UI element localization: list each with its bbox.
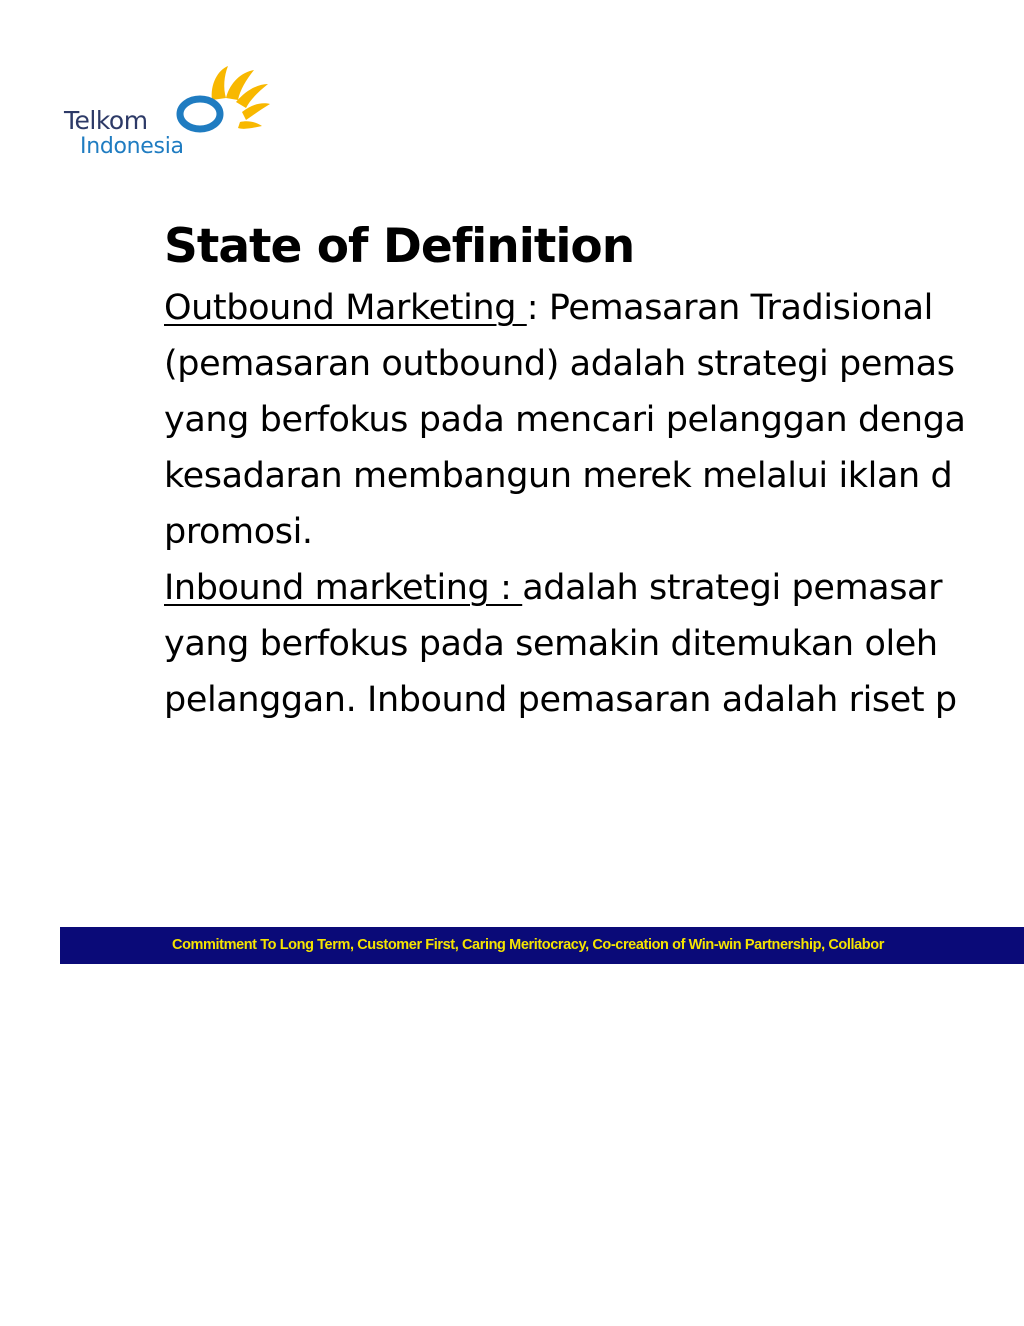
outbound-line-5: promosi. xyxy=(164,512,313,552)
slide-content xyxy=(164,214,1024,728)
logo-text-telkom: Telkom xyxy=(64,106,148,135)
outbound-line-2: (pemasaran outbound) adalah strategi pemas xyxy=(164,344,955,384)
outbound-line-3: yang berfokus pada mencari pelanggan denga xyxy=(164,400,966,440)
inbound-line-2: yang berfokus pada semakin ditemukan oleh xyxy=(164,624,938,664)
outbound-line-1-text: : Pemasaran Tradisional xyxy=(526,288,933,328)
footer-values-text: Commitment To Long Term, Customer First, Caring Meritocracy, Co-creation of Win-win Partnership, Collabor xyxy=(172,937,884,953)
telkom-logo xyxy=(60,62,280,162)
outbound-line-1 xyxy=(164,280,1024,336)
footer-bar xyxy=(60,927,1024,964)
outbound-line-4: kesadaran membangun merek melalui iklan d xyxy=(164,456,953,496)
slide-title: State of Definition xyxy=(164,219,635,274)
inbound-term: Inbound marketing : xyxy=(164,568,523,608)
logo-text-indonesia: Indonesia xyxy=(80,134,184,159)
inbound-line-1 xyxy=(164,560,1024,616)
outbound-term: Outbound Marketing xyxy=(164,288,527,328)
inbound-line-1-text: adalah strategi pemasar xyxy=(522,568,943,608)
inbound-line-3: pelanggan. Inbound pemasaran adalah riset p xyxy=(164,680,957,720)
